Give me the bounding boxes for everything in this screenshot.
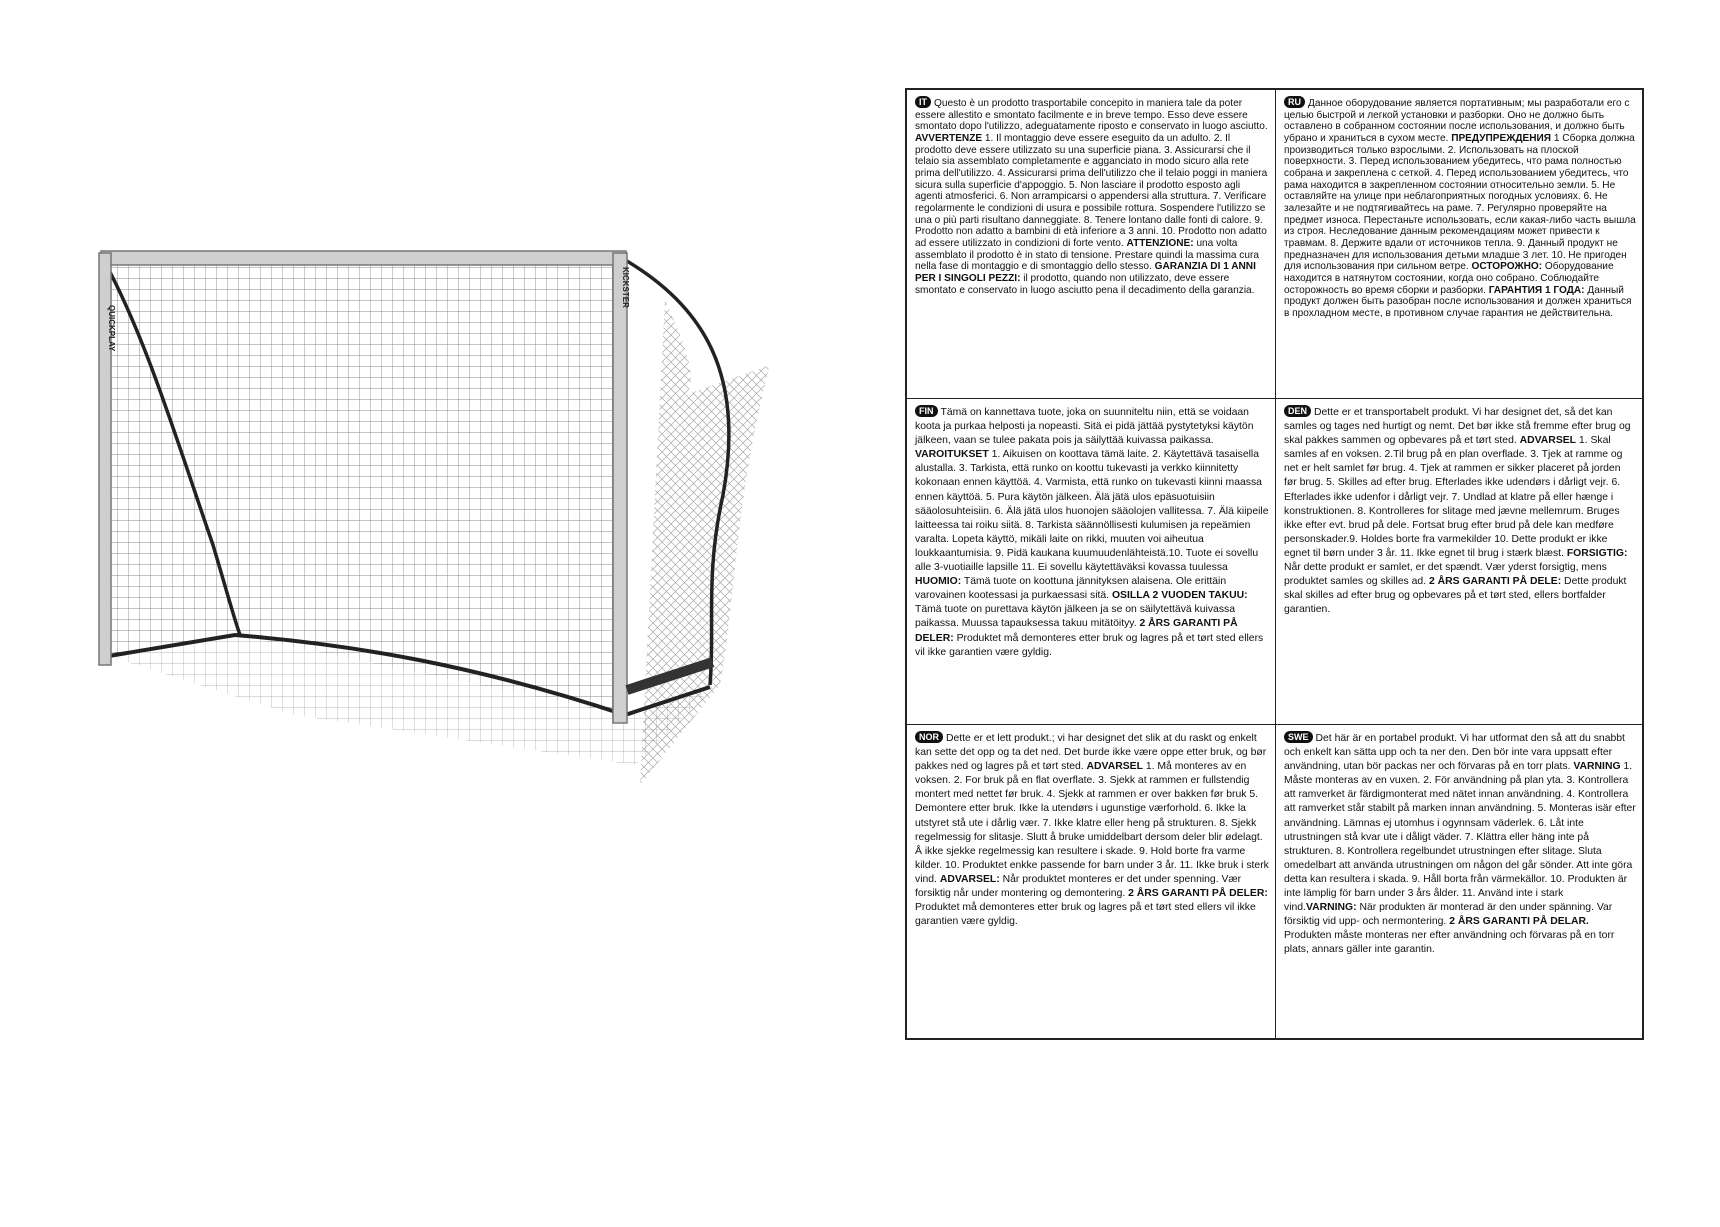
section-heading: ПРЕДУПРЕЖДЕНИЯ — [1451, 132, 1552, 144]
goal-crossbar — [101, 251, 626, 265]
section-heading: FORSIGTIG: — [1566, 547, 1628, 559]
section-heading: 2 ÅRS GARANTI PÅ DELER: — [915, 618, 1238, 644]
section-body: Produktet må demonteres etter bruk og lagres på et tørt sted ellers vil ikke garantien være gyldig. — [915, 632, 1264, 658]
section-body: 1. Il montaggio deve essere eseguito da un adulto. 2. Il prodotto deve essere utilizzato su una superficie piana. 3. Assicurarsi che il telaio sia assemblato completamente e agganciato in modo sicuro alla rete prima dell'utilizzo. 4. Assicurarsi prima dell'utilizzo che il telaio poggi in maniera sicura sulla superficie d'appoggio. 5. Non lasciare il prodotto esposto agli agenti atmosferici. 6. Non arrampicarsi o appendersi alla struttura. 7. Verificare regolarmente le condizioni di usura e possibile rottura. Sospendere l'utilizzo se una o più parti risultano danneggiate. 8. Tenere lontano dalle fonti di calore. 9. Prodotto non adatto a bambini di età inferiore a 3 anni. 10. Prodotto non adatto ad essere utilizzato in condizioni di forte vento. — [915, 132, 1268, 249]
section-body: 1. Måste monteras av en vuxen. 2. För användning på plan yta. 3. Kontrollera att ramverket är färdigmonterat med nätet innan användning. 4. Kontrollera att ramverket står stabilt på marken innan användning. 5. Monteras isär efter användning. Lämnas ej utomhus i ogynnsam väderlek. 6. Låt inte utrustningen stå kvar ute i dåligt väder. 7. Klättra eller häng inte på strukturen. 8. Kontrollera regelbundet utrustningen efter slitage. Sluta omedelbart att använda utrustningen om någon del går sönder. Att inte göra detta kan resultera i skada. 9. Håll borta från värmekällor. 10. Produkten är inte lämplig för barn under 3 års ålder. 11. Använd inte i stark vind. — [1284, 761, 1636, 914]
section-text — [1284, 96, 1636, 319]
goal-right-post — [613, 253, 627, 723]
section-body: 1. Skal samles af en voksen. 2.Til brug på en plan overflade. 3. Tjek at ramme og net er helt samlet før brug. 4. Tjek at rammen er sikker placeret på jorden før brug. 5. Skilles ad efter brug. Efterlades ikke udendørs i dårligt vejr. 6. Efterlades ikke udenfor i dårligt vejr. 7. Undlad at klatre på eller hænge i konstruktionen. 8. Kontrolleres for slitage med jævne mellemrum. Bruges ikke efter evt. brud på dele. Fortsat brug efter brud på dele kan medføre personskader.9. Holdes borte fra varmekilder 10. Dette produkt er ikke egnet til børn under 3 år. 11. Ikke egnet til brug i stærk blæst. — [1284, 435, 1623, 559]
section-body: Данный продукт должен быть разобран после использования и должен храниться в прохладном месте, в противном случае гарантия не действительна. — [1284, 284, 1632, 319]
language-badge: IT — [915, 96, 931, 108]
section-heading: ОСТОРОЖНО: — [1471, 261, 1543, 273]
section-text — [915, 405, 1269, 660]
section-fin — [907, 398, 1275, 724]
language-badge: RU — [1284, 96, 1305, 108]
section-heading: ADVARSEL — [1519, 435, 1577, 447]
section-body: Når produktet monteres er det under spenning. Vær forsiktig når under montering og demontering. — [915, 873, 1242, 900]
section-body: Данное оборудование является портативным; мы разработали его с целью быстрой и легкой установки и разборки. Оно не должно быть оставлено в собранном состоянии после использования, и должно быть убрано и храниться в сухом месте. — [1284, 98, 1630, 144]
section-heading: ATTENZIONE: — [1126, 237, 1194, 249]
section-body: Produktet må demonteres etter bruk og lagres på et tørt sted ellers vil ikke garantien være gyldig. — [915, 902, 1256, 928]
section-body: Dette er et transportabelt produkt. Vi har designet det, så det kan samles og tages ned hurtigt og nemt. Det bør ikke stå fremme efter brug og skal pakkes sammen og opbevares på et tørt sted. — [1284, 407, 1631, 447]
section-body: 1 Сборка должна производиться только взрослыми. 2. Использовать на плоской поверхности. 3. Перед использованием убедитесь, что рама полностью собрана и закреплена с сеткой. 4. Перед использованием убедитесь, что рама находится в закрепленном состоянии относительно земли. 5. Не оставляйте на улице при неблагоприятных погодных условиях. 6. Не залезайте и не подтягивайтесь на раме. 7. Регулярно проверяйте на предмет износа. Перестаньте использовать, если какая-либо часть вышла из строя. Неследование данным рекомендациям может привести к травмам. 8. Держите вдали от источников тепла. 9. Данный продукт не предназначен для использования детьми младше 3 лет. 10. Не пригоден для использования при сильном ветре. — [1284, 132, 1636, 273]
section-body: Tämä tuote on koottuna jännityksen alaisena. Ole erittäin varovainen kootessasi ja purkaessasi sitä. — [915, 576, 1227, 602]
section-swe — [1275, 724, 1642, 1038]
section-body: 1. Aikuisen on koottava tämä laite. 2. Käytettävä tasaisella alustalla. 3. Tarkista, että runko on koottu tukevasti ja verkko kiinnitetty kokonaan ennen käyttöä. 4. Varmista, että runko on tukevasti kiinni maassa ennen käyttöä. 5. Pura käytön jälkeen. Älä jätä ulos epäsuotuisiin sääolosuhteisiin. 6. Älä jätä ulos huonojen sääolojen vallitessa. 7. Älä kiipeile laitteessa tai roiku siitä. 8. Tarkista säännöllisesti kulumisen ja repeämien varalta. Lopeta käyttö, mikäli laite on rikki, muuten voi aiheutua loukkaantumisia. 9. Pidä kaukana kuumuudenlähteistä.10. Tuote ei sovellu alle 3-vuotiaille lapsille 11. Ei sovellu käytettäväksi kovassa tuulessa — [915, 449, 1269, 574]
section-body: il prodotto, quando non utilizzato, deve essere smontato e conservato in luogo asciutto pena il decadimento della garanzia. — [915, 272, 1255, 296]
section-heading: VARNING — [1573, 761, 1621, 773]
language-badge: NOR — [915, 731, 943, 743]
section-text — [915, 96, 1269, 296]
section-body: Questo è un prodotto trasportabile concepito in maniera tale da poter essere allestito e smontato facilmente e in breve tempo. Esso deve essere smontato dopo l'utilizzo, adeguatamente riposto e conservato in luogo asciutto. — [915, 98, 1268, 133]
section-ru — [1275, 90, 1642, 398]
section-heading: GARANZIA DI 1 ANNI PER I SINGOLI PEZZI: — [915, 261, 1256, 284]
section-body: 1. Må monteres av en voksen. 2. For bruk på en flat overflate. 3. Sjekk at rammen er fullstendig montert med nettet før bruk. 4. Sjekk at rammen er over bakken før bruk 5. Demontere etter bruk. Ikke la utendørs i ugunstige værforhold. 6. Ikke la utstyret stå ute i dårlig vær. 7. Ikke klatre eller heng på strukturen. 8. Sjekk regelmessig for slitasje. Slutt å bruke umiddelbart dersom deler blir ødelagt. Å ikke sjekke regelmessig kan resultere i skade. 9. Hold borte fra varme kilder. 10. Produktet enkke passende for barn under 3 år. 11. Ikke bruk i sterk vind. — [915, 761, 1269, 885]
section-heading: VAROITUKSET — [915, 449, 989, 461]
section-heading: ADVARSEL: — [939, 873, 1000, 885]
brand-mark-left-post: QUICKPLAY — [107, 305, 116, 352]
goal-illustration — [95, 245, 815, 805]
section-body: Tämä on kannettava tuote, joka on suunniteltu niin, että se voidaan koota ja purkaa helposti ja nopeasti. Sitä ei pidä jättää pystytetyksi käytön jälkeen, vaan se tulee pakata pois ja säilyttää kuivassa paikassa. — [915, 407, 1254, 447]
section-text — [915, 731, 1269, 929]
section-body: Dette produkt skal skilles ad efter brug og opbevares på et tørt sted, ellers bortfalder garantien. — [1284, 576, 1627, 616]
section-heading: HUOMIO: — [915, 576, 962, 588]
language-badge: SWE — [1284, 731, 1313, 743]
section-heading: AVVERTENZE — [915, 132, 983, 144]
section-nor — [907, 724, 1275, 1038]
language-badge: DEN — [1284, 405, 1311, 417]
section-heading: 2 ÅRS GARANTI PÅ DELER: — [1128, 888, 1268, 900]
section-body: Når dette produkt er samlet, er det spændt. Vær yderst forsigtig, mens produktet samles og skilles ad. — [1284, 562, 1607, 588]
section-body: Оборудование находится в натянутом состоянии, когда оно собрано. Соблюдайте осторожность во время сборки и разборки. — [1284, 261, 1614, 296]
section-body: Dette er et lett produkt.; vi har designet det slik at du raskt og enkelt kan sette det opp og ta det ned. Det burde ikke være oppe etter bruk, og bør pakkes ned og lagres på et tørt sted. — [915, 733, 1267, 773]
section-text — [1284, 405, 1636, 617]
brand-mark-right-post: KICKSTER — [621, 267, 630, 308]
section-text — [1284, 731, 1636, 958]
instructions-panel — [905, 88, 1644, 1040]
section-den — [1275, 398, 1642, 724]
section-heading: 2 ÅRS GARANTI PÅ DELAR. — [1449, 916, 1589, 928]
section-body: Produkten måste monteras ner efter användning och förvaras på en torr plats, annars gäller inte garantin. — [1284, 930, 1615, 956]
language-badge: FIN — [915, 405, 938, 417]
section-body: Det här är en portabel produkt. Vi har utformat den så att du snabbt och enkelt kan sätta upp och ta ner den. Den bör inte vara uppsatt efter användning, utan bör packas ner och förvaras på en torr plats. — [1284, 733, 1625, 773]
section-body: una volta assemblato il prodotto è in stato di tensione. Prestare quindi la massima cura nella fase di montaggio e di smontaggio dello stesso. — [915, 237, 1259, 273]
section-heading: OSILLA 2 VUODEN TAKUU: — [1111, 590, 1248, 602]
section-heading: VARNING: — [1305, 902, 1357, 914]
section-heading: 2 ÅRS GARANTI PÅ DELE: — [1428, 576, 1562, 588]
section-body: Tämä tuote on purettava käytön jälkeen ja se on säilytettävä kuivassa paikassa. Muussa tapauksessa takuu mitätöityy. — [915, 604, 1235, 630]
section-it — [907, 90, 1275, 398]
section-heading: ADVARSEL — [1086, 761, 1143, 773]
section-body: När produkten är monterad är den under spänning. Var försiktig vid upp- och nermontering. — [1284, 902, 1613, 928]
section-heading: ГАРАНТИЯ 1 ГОДА: — [1488, 284, 1585, 296]
